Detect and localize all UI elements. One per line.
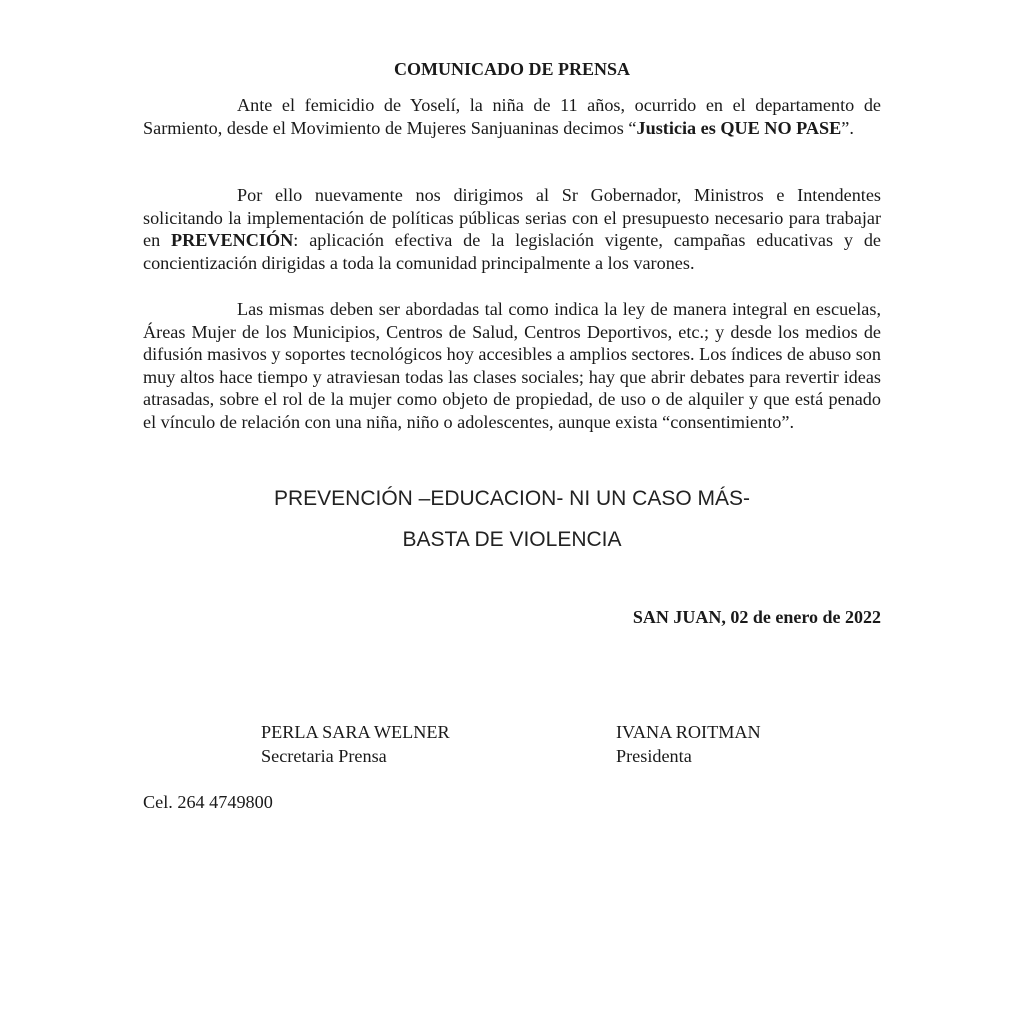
slogan-line-1: PREVENCIÓN –EDUCACION- NI UN CASO MÁS-: [273, 487, 751, 510]
paragraph-implementation-details: Las mismas deben ser abordadas tal como indica la ley de manera integral en escuelas, Áreas Mujer de los Municipios, Centros de Salud, Centros Deportivos, etc.; y desde los medios de difusión masivos y soportes tecnológicos hoy accesibles a amplios sectores. Los índices de abuso son muy altos hace tiempo y atraviesan todas las clases sociales; hay que abrir debates para revertir ideas atrasadas, sobre el rol de la mujer como objeto de propiedad, de uso o de alquiler y que está penado el vínculo de relación con una niña, niño o adolescentes, aunque exista “consentimiento”.: [143, 299, 881, 432]
paragraph-2-bold-keyword: PREVENCIÓN: [171, 230, 294, 251]
paragraph-request-to-government: [143, 184, 881, 274]
paragraph-femicide-statement: [143, 94, 881, 139]
signatory-block: [261, 720, 450, 768]
signatory-role: Secretaria Prensa: [261, 746, 387, 766]
signatory-block: [616, 720, 761, 768]
date-line: SAN JUAN, 02 de enero de 2022: [632, 607, 881, 627]
paragraph-2-text-start: Por ello nuevamente nos dirigimos al Sr Gobernador, Ministros e Intendentes solicitando la implementación de políticas públicas serias con el presupuesto necesario para trabajar en: [143, 185, 881, 251]
paragraph-2-text-end: : aplicación efectiva de la legislación vigente, campañas educativas y de concientización dirigidas a toda la comunidad principalmente a los varones.: [143, 230, 881, 273]
paragraph-1-bold-slogan: Justicia es QUE NO PASE: [636, 117, 842, 138]
paragraph-1-text-start: Ante el femicidio de Yoselí, la niña de 11 años, ocurrido en el departamento de Sarmiento, desde el Movimiento de Mujeres Sanjuaninas decimos “: [143, 95, 881, 138]
slogan-line-2: BASTA DE VIOLENCIA: [402, 528, 622, 551]
signatory-role: Presidenta: [616, 746, 692, 766]
contact-phone: Cel. 264 4749800: [143, 792, 273, 812]
document-title: COMUNICADO DE PRENSA: [393, 59, 630, 79]
paragraph-1-text-end: ”.: [841, 117, 854, 138]
signatory-name: IVANA ROITMAN: [616, 722, 761, 742]
signatory-name: PERLA SARA WELNER: [261, 722, 450, 742]
